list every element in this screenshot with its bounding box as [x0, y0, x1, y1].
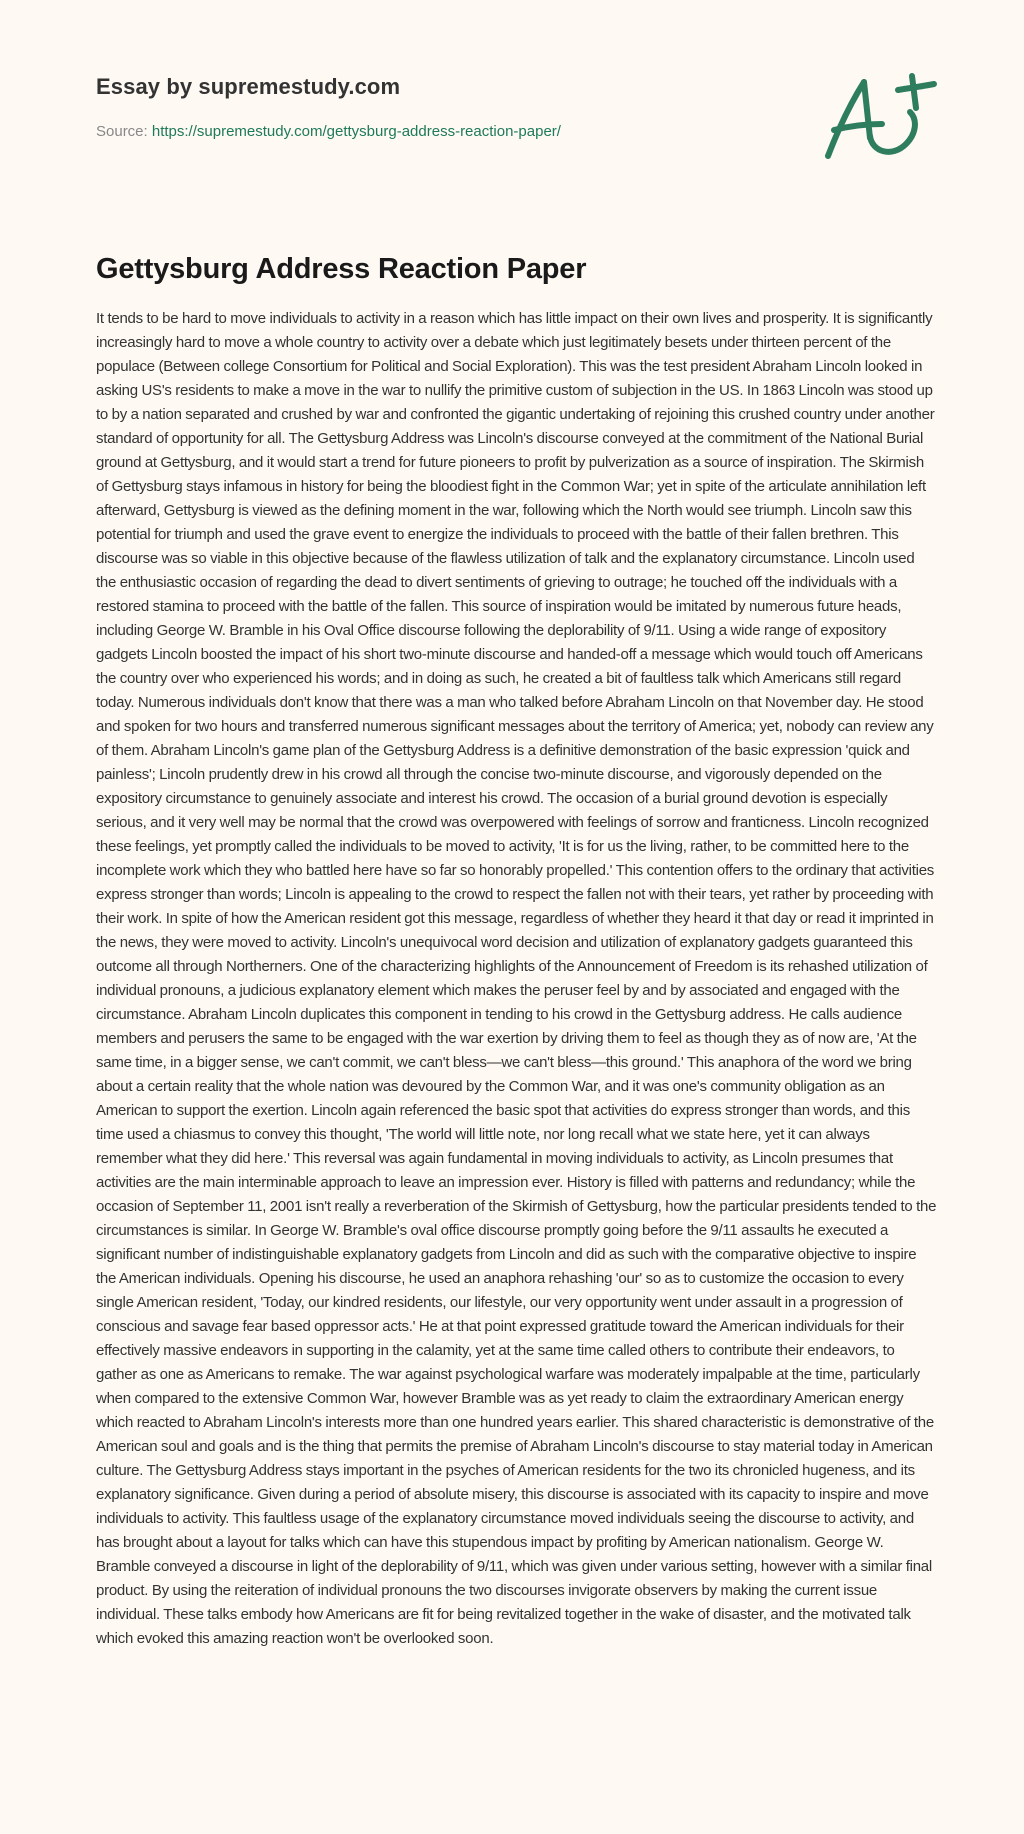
- site-title: Essay by supremestudy.com: [96, 74, 401, 99]
- article: [96, 252, 938, 1651]
- article-title: Gettysburg Address Reaction Paper: [96, 253, 587, 285]
- source-link[interactable]: https://supremestudy.com/gettysburg-address-reaction-paper/: [151, 123, 561, 140]
- article-body: It tends to be hard to move individuals to activity in a reason which has little impact on their own lives and prosperity. It is significantly increasingly hard to move a whole country to activity over a debate which just legitimately besets under thirteen percent of the populace (Between college Consortium for Political and Social Exploration). This was the test president Abraham Lincoln looked in asking US's residents to make a move in the war to nullify the primitive custom of subjection in the US. In 1863 Lincoln was stood up to by a nation separated and crushed by war and confronted the gigantic undertaking of rejoining this crushed country under another standard of opportunity for all. The Gettysburg Address was Lincoln's discourse conveyed at the commitment of the National Burial ground at Gettysburg, and it would start a trend for future pioneers to profit by pulverization as a source of inspiration. The Skirmish of Gettysburg stays infamous in history for being the bloodiest fight in the Common War; yet in spite of the articulate annihilation left afterward, Gettysburg is viewed as the defining moment in the war, following which the North would see triumph. Lincoln saw this potential for triumph and used the grave event to energize the individuals to proceed with the battle of their fallen brethren. This discourse was so viable in this objective because of the flawless utilization of talk and the explanatory circumstance. Lincoln used the enthusiastic occasion of regarding the dead to divert sentiments of grieving to outrage; he touched off the individuals with a restored stamina to proceed with the battle of the fallen. This source of inspiration would be imitated by numerous future heads, including George W. Bramble in his Oval Office discourse following the deplorability of 9/11. Using a wide range of expository gadgets Lincoln boosted the impact of his short two-minute discourse and handed-off a message which would touch off Americans the country over who experienced his words; and in doing as such, he created a bit of faultless talk which Americans still regard today. Numerous individuals don't know that there was a man who talked before Abraham Lincoln on that November day. He stood and spoken for two hours and transferred numerous significant messages about the territory of America; yet, nobody can review any of them. Abraham Lincoln's game plan of the Gettysburg Address is a definitive demonstration of the basic expression 'quick and painless'; Lincoln prudently drew in his crowd all through the concise two-minute discourse, and vigorously depended on the expository circumstance to genuinely associate and interest his crowd. The occasion of a burial ground devotion is especially serious, and it very well may be normal that the crowd was overpowered with feelings of sorrow and franticness. Lincoln recognized these feelings, yet promptly called the individuals to be moved to activity, 'It is for us the living, rather, to be committed here to the incomplete work which they who battled here have so far so honorably propelled.' This contention offers to the ordinary that activities express stronger than words; Lincoln is appealing to the crowd to respect the fallen not with their tears, yet rather by proceeding with their work. In spite of how the American resident got this message, regardless of whether they heard it that day or read it imprinted in the news, they were moved to activity. Lincoln's unequivocal word decision and utilization of explanatory gadgets guaranteed this outcome all through Northerners. One of the characterizing highlights of the Announcement of Freedom is its rehashed utilization of individual pronouns, a judicious explanatory element which makes the peruser feel by and by associated and engaged with the circumstance. Abraham Lincoln duplicates this component in tending to his crowd in the Gettysburg address. He calls audience members and perusers the same to be engaged with the war exertion by driving them to feel as though they as of now are, 'At the same time, in a bigger sense, we can't commit, we can't bless—we can't bless—this ground.' This anaphora of the word we bring about a certain reality that the whole nation was devoured by the Common War, and it was one's community obligation as an American to support the exertion. Lincoln again referenced the basic spot that activities do express stronger than words, and this time used a chiasmus to convey this thought, 'The world will little note, nor long recall what we state here, yet it can always remember what they did here.' This reversal was again fundamental in moving individuals to activity, as Lincoln presumes that activities are the main interminable approach to leave an impression ever. History is filled with patterns and redundancy; while the occasion of September 11, 2001 isn't really a reverberation of the Skirmish of Gettysburg, how the particular presidents tended to the circumstances is similar. In George W. Bramble's oval office discourse promptly going before the 9/11 assaults he executed a significant number of indistinguishable explanatory gadgets from Lincoln and did as such with the comparative objective to inspire the American individuals. Opening his discourse, he used an anaphora rehashing 'our' so as to customize the occasion to every single American resident, 'Today, our kindred residents, our lifestyle, our very opportunity went under assault in a progression of conscious and savage fear based oppressor acts.' He at that point expressed gratitude toward the American individuals for their effectively massive endeavors in supporting in the calamity, yet at the same time called others to contribute their endeavors, to gather as one as Americans to remake. The war against psychological warfare was moderately impalpable at the time, particularly when compared to the extensive Common War, however Bramble was as yet ready to claim the extraordinary American energy which reacted to Abraham Lincoln's interests more than one hundred years earlier. This shared characteristic is demonstrative of the American soul and goals and is the thing that permits the premise of Abraham Lincoln's discourse to stay material today in American culture. The Gettysburg Address stays important in the psyches of American residents for the two its chronicled hugeness, and its explanatory significance. Given during a period of absolute misery, this discourse is associated with its capacity to inspire and move individuals to activity. This faultless usage of the explanatory circumstance moved individuals seeing the discourse to activity, and has brought about a layout for talks which can have this stupendous impact by profiting by American nationalism. George W. Bramble conveyed a discourse in light of the deplorability of 9/11, which was given under various setting, however with a similar final product. By using the reiteration of individual pronouns the two discourses invigorate observers by making the current issue individual. These talks embody how Americans are fit for being revitalized together in the wake of disaster, and the motivated talk which evoked this amazing reaction won't be overlooked soon.: [96, 309, 937, 1647]
- page-header: [0, 0, 1024, 240]
- a-plus-logo-icon: [820, 68, 940, 168]
- source-label: Source:: [96, 123, 152, 140]
- source-line: [96, 123, 561, 140]
